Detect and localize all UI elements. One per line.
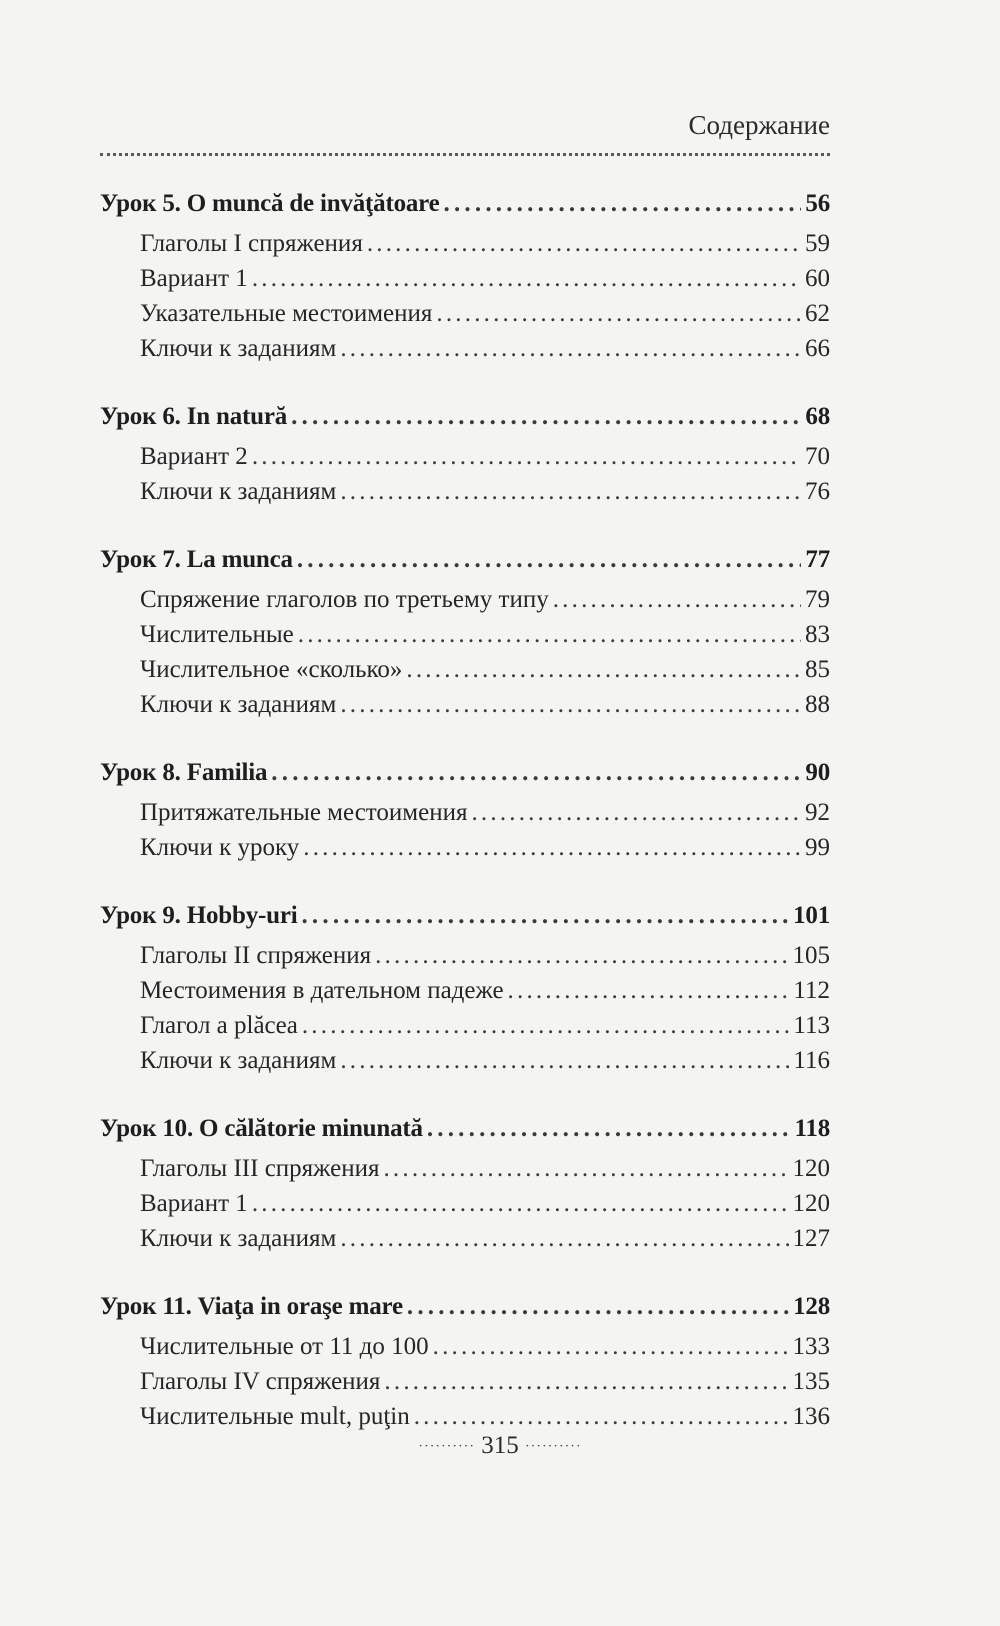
- subsection-entry-title: Ключи к заданиям: [140, 478, 337, 505]
- dot-leader: [298, 621, 801, 649]
- subsection-entry[interactable]: [100, 586, 830, 621]
- lesson-entry-page-number: 90: [805, 759, 830, 786]
- subsection-entry-title: Глаголы II спряжения: [140, 942, 372, 969]
- subsection-entry-page-number: 133: [792, 1333, 830, 1360]
- subsection-entry[interactable]: [100, 1190, 830, 1225]
- running-head: Содержание: [688, 110, 830, 140]
- subsection-entry-page-number: 113: [793, 1012, 830, 1039]
- subsection-entry-page-number: 136: [792, 1403, 830, 1430]
- lesson-entry-page-number: 118: [794, 1115, 830, 1142]
- dot-leader: [291, 403, 801, 431]
- subsection-entry[interactable]: [100, 230, 830, 265]
- lesson-entry-page-number: 68: [805, 403, 830, 430]
- subsection-entry-page-number: 127: [792, 1225, 830, 1252]
- subsection-entry-page-number: 83: [805, 621, 830, 648]
- dot-leader: [297, 546, 802, 574]
- toc-section: [100, 403, 830, 513]
- subsection-entry[interactable]: [100, 621, 830, 656]
- subsection-entry-title: Указательные местоимения: [140, 300, 433, 327]
- toc-section: [100, 902, 830, 1082]
- lesson-entry[interactable]: [100, 902, 830, 942]
- dot-leader: [406, 656, 801, 684]
- subsection-entry-page-number: 85: [805, 656, 830, 683]
- subsection-entry[interactable]: [100, 691, 830, 726]
- subsection-entry[interactable]: [100, 335, 830, 370]
- dot-leader: [302, 1012, 790, 1040]
- subsection-entry-page-number: 60: [805, 265, 830, 292]
- dot-leader: [301, 902, 789, 930]
- lesson-entry-page-number: 77: [805, 546, 830, 573]
- subsection-entry-page-number: 70: [805, 443, 830, 470]
- dot-leader: [340, 478, 801, 506]
- subsection-entry-title: Ключи к заданиям: [140, 691, 337, 718]
- subsection-entry-page-number: 88: [805, 691, 830, 718]
- dot-leader: [252, 1190, 789, 1218]
- dot-leader: [383, 1155, 788, 1183]
- dot-leader: [508, 977, 790, 1005]
- subsection-entry[interactable]: [100, 834, 830, 869]
- dot-leader: [444, 190, 802, 218]
- subsection-entry-title: Глагол a plăcea: [140, 1012, 298, 1039]
- toc-section: [100, 1293, 830, 1438]
- subsection-entry-title: Глаголы I спряжения: [140, 230, 363, 257]
- dot-leader: [340, 335, 801, 363]
- lesson-entry-title: Урок 10. O călătorie minunată: [100, 1115, 423, 1142]
- subsection-entry-title: Глаголы IV спряжения: [140, 1368, 381, 1395]
- subsection-entry-title: Местоимения в дательном падеже: [140, 977, 504, 1004]
- subsection-entry-page-number: 99: [805, 834, 830, 861]
- lesson-entry-title: Урок 5. O muncă de invăţătoare: [100, 190, 440, 217]
- subsection-entry[interactable]: [100, 443, 830, 478]
- toc-section: [100, 1115, 830, 1260]
- lesson-entry-title: Урок 6. In natură: [100, 403, 288, 430]
- subsection-entry-title: Числительные от 11 до 100: [140, 1333, 429, 1360]
- subsection-entry[interactable]: [100, 1012, 830, 1047]
- lesson-entry-title: Урок 9. Hobby-uri: [100, 902, 298, 929]
- page-number: 315: [481, 1432, 519, 1459]
- subsection-entry-title: Ключи к заданиям: [140, 1225, 337, 1252]
- lesson-entry[interactable]: [100, 759, 830, 799]
- lesson-entry-title: Урок 7. La munca: [100, 546, 293, 573]
- subsection-entry-page-number: 120: [792, 1190, 830, 1217]
- dot-leader: [407, 1293, 789, 1321]
- subsection-entry-title: Числительное «сколько»: [140, 656, 403, 683]
- subsection-entry-page-number: 62: [805, 300, 830, 327]
- toc-section: [100, 759, 830, 869]
- dot-leader: [271, 759, 801, 787]
- table-of-contents: [100, 190, 830, 1471]
- folio-dots-right: ··········: [525, 1439, 582, 1455]
- subsection-entry-title: Числительные mult, puţin: [140, 1403, 410, 1430]
- subsection-entry-title: Глаголы III спряжения: [140, 1155, 380, 1182]
- subsection-entry[interactable]: [100, 942, 830, 977]
- subsection-entry-page-number: 76: [805, 478, 830, 505]
- subsection-entry[interactable]: [100, 265, 830, 300]
- subsection-entry-page-number: 79: [805, 586, 830, 613]
- lesson-entry[interactable]: [100, 403, 830, 443]
- dot-leader: [427, 1115, 791, 1143]
- subsection-entry[interactable]: [100, 1333, 830, 1368]
- dot-leader: [252, 265, 801, 293]
- subsection-entry[interactable]: [100, 656, 830, 691]
- subsection-entry-title: Спряжение глаголов по третьему типу: [140, 586, 549, 613]
- lesson-entry-title: Урок 8. Familia: [100, 759, 268, 786]
- lesson-entry[interactable]: [100, 546, 830, 586]
- subsection-entry-page-number: 120: [792, 1155, 830, 1182]
- subsection-entry[interactable]: [100, 1225, 830, 1260]
- subsection-entry-title: Притяжательные местоимения: [140, 799, 468, 826]
- lesson-entry-page-number: 56: [805, 190, 830, 217]
- lesson-entry-page-number: 128: [793, 1293, 830, 1320]
- dot-leader: [303, 834, 801, 862]
- subsection-entry-page-number: 116: [793, 1047, 830, 1074]
- subsection-entry-page-number: 92: [805, 799, 830, 826]
- subsection-entry[interactable]: [100, 1368, 830, 1403]
- subsection-entry-page-number: 135: [792, 1368, 830, 1395]
- subsection-entry-title: Числительные: [140, 621, 294, 648]
- header-dotted-rule: [100, 153, 830, 156]
- dot-leader: [414, 1403, 789, 1431]
- dot-leader: [340, 1047, 789, 1075]
- page-folio: [0, 1432, 1000, 1460]
- dot-leader: [433, 1333, 789, 1361]
- subsection-entry-page-number: 66: [805, 335, 830, 362]
- subsection-entry-page-number: 105: [792, 942, 830, 969]
- dot-leader: [375, 942, 788, 970]
- dot-leader: [340, 1225, 788, 1253]
- subsection-entry-title: Вариант 1: [140, 1190, 248, 1217]
- subsection-entry-title: Ключи к заданиям: [140, 335, 337, 362]
- folio-dots-left: ··········: [418, 1439, 475, 1455]
- lesson-entry[interactable]: [100, 190, 830, 230]
- subsection-entry[interactable]: [100, 1155, 830, 1190]
- lesson-entry-title: Урок 11. Viaţa in oraşe mare: [100, 1293, 403, 1320]
- subsection-entry[interactable]: [100, 799, 830, 834]
- subsection-entry[interactable]: [100, 977, 830, 1012]
- dot-leader: [252, 443, 801, 471]
- subsection-entry-title: Вариант 1: [140, 265, 248, 292]
- subsection-entry-page-number: 59: [805, 230, 830, 257]
- dot-leader: [436, 300, 801, 328]
- subsection-entry-title: Ключи к заданиям: [140, 1047, 337, 1074]
- lesson-entry[interactable]: [100, 1293, 830, 1333]
- dot-leader: [553, 586, 801, 614]
- lesson-entry[interactable]: [100, 1115, 830, 1155]
- lesson-entry-page-number: 101: [793, 902, 830, 929]
- subsection-entry-title: Вариант 2: [140, 443, 248, 470]
- subsection-entry[interactable]: [100, 1047, 830, 1082]
- subsection-entry[interactable]: [100, 478, 830, 513]
- dot-leader: [471, 799, 801, 827]
- toc-section: [100, 546, 830, 726]
- dot-leader: [340, 691, 801, 719]
- dot-leader: [384, 1368, 788, 1396]
- subsection-entry-page-number: 112: [793, 977, 830, 1004]
- dot-leader: [367, 230, 801, 258]
- toc-section: [100, 190, 830, 370]
- subsection-entry[interactable]: [100, 300, 830, 335]
- subsection-entry-title: Ключи к уроку: [140, 834, 300, 861]
